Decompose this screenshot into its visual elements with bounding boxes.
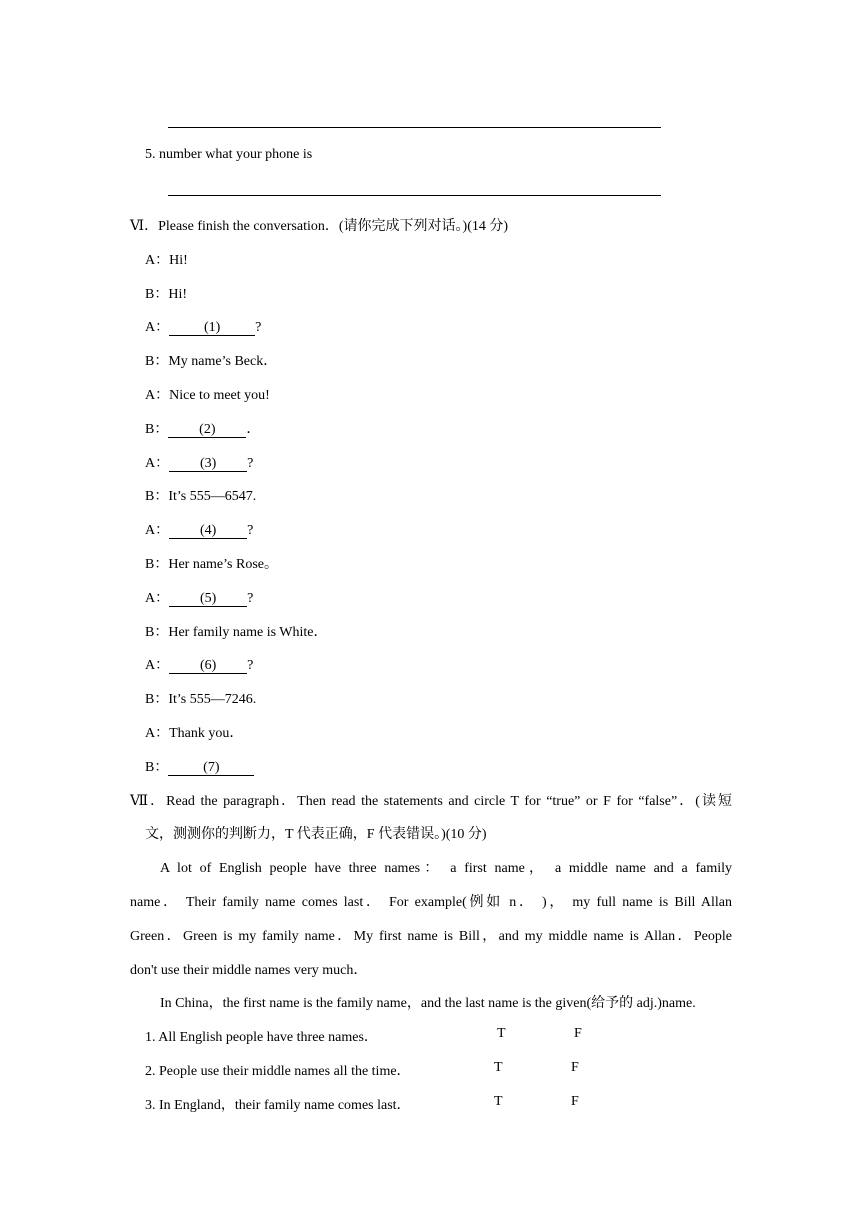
blank-2[interactable]: (2) [168,422,246,438]
dialog-text: Hi! [168,287,188,302]
dialog-text: Thank you． [169,726,244,741]
dialog-line [145,485,256,505]
statement: 3. In England，their family name comes last． [145,1098,411,1113]
dialog-text: Nice to meet you! [169,388,270,403]
blank-3[interactable]: (3) [169,456,247,472]
dialog-line [145,587,253,607]
true-option[interactable]: T [497,1026,506,1041]
speaker: A： [145,591,170,606]
punctuation: ? [247,658,254,673]
dialog-line [145,350,277,370]
speaker: B： [145,692,169,707]
dialog-text: Hi! [169,253,188,268]
dialog-text: It’s 555—6547. [168,489,257,504]
paragraph-line: Green．Green is my family name．My first name is Bill，and my middle name is Allan．People [130,929,732,944]
speaker: B： [145,625,169,640]
true-option[interactable]: T [494,1094,503,1109]
dialog-line [145,283,187,303]
paragraph-line: don't use their middle names very much． [130,963,368,978]
speaker: B： [145,287,169,302]
false-option[interactable]: F [571,1060,579,1075]
dialog-line [145,249,188,269]
paragraph-2: In China，the first name is the family name，and the last name is the given(给予的 adj.)name. [160,996,696,1011]
false-option[interactable]: F [574,1026,582,1041]
dialog-line [145,722,243,742]
dialog-line [145,452,253,472]
dialog-text: My name’s Beck． [168,354,278,369]
statement: 2. People use their middle names all the time． [145,1064,411,1079]
dialog-text: Her family name is White． [168,625,328,640]
speaker: B： [145,760,169,775]
dialog-line [145,654,253,674]
blank-7[interactable]: (7) [168,760,254,776]
speaker: A： [145,726,170,741]
speaker: B： [145,354,169,369]
blank-4[interactable]: (4) [169,523,247,539]
paragraph-line: name． Their family name comes last． For example(例如 n． )， my full name is Bill Allan [130,895,732,910]
speaker: A： [145,456,170,471]
punctuation: ． [246,422,261,437]
blank-1[interactable]: (1) [169,320,255,336]
dialog-text: Her name’s Rose。 [168,557,278,572]
speaker: A： [145,320,170,335]
statement: 1. All English people have three names． [145,1030,378,1045]
punctuation: ? [247,591,254,606]
section-7-heading-line-1: Ⅶ．Read the paragraph．Then read the statements and circle T for “true” or F for “false”．(读短 [130,794,732,809]
dialog-line [145,316,261,336]
blank-6[interactable]: (6) [169,658,247,674]
true-option[interactable]: T [494,1060,503,1075]
punctuation: ? [247,523,254,538]
dialog-line [145,418,260,438]
answer-line-4 [168,127,661,128]
dialog-line [145,621,327,641]
dialog-line [145,519,253,539]
section-7-heading-line-2: 文，测测你的判断力，T 代表正确，F 代表错误。)(10 分) [145,827,487,842]
punctuation: ? [247,456,254,471]
blank-5[interactable]: (5) [169,591,247,607]
speaker: A： [145,523,170,538]
dialog-line [145,384,270,404]
speaker: B： [145,489,169,504]
speaker: A： [145,253,170,268]
answer-line-5 [168,195,661,196]
speaker: B： [145,557,169,572]
question-5: 5. number what your phone is [145,147,313,162]
speaker: B： [145,422,169,437]
dialog-text: It’s 555—7246. [168,692,257,707]
speaker: A： [145,658,170,673]
section-6-heading: Ⅵ．Please finish the conversation．(请你完成下列对话。)(14 分) [130,219,509,234]
dialog-line [145,756,254,776]
dialog-line [145,553,278,573]
paragraph-line: A lot of English people have three names： a first name， a middle name and a family [160,861,732,876]
false-option[interactable]: F [571,1094,579,1109]
dialog-line [145,688,256,708]
punctuation: ? [255,320,262,335]
speaker: A： [145,388,170,403]
